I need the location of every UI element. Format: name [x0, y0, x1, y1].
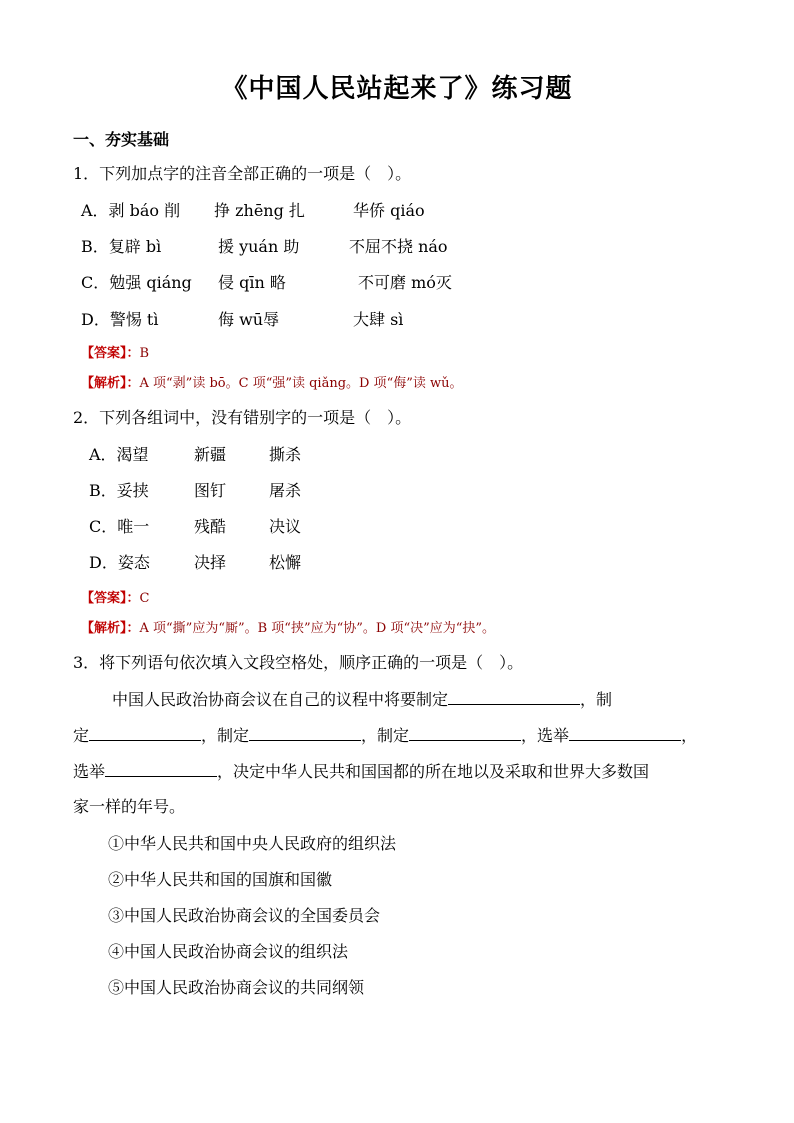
answer-value: C [139, 591, 150, 606]
q2-option-b-1: B．妥挟 [89, 481, 149, 500]
q3-text: ，制定 [361, 726, 410, 745]
fill-blank [448, 688, 580, 705]
q3-text: ， [681, 726, 698, 745]
q1-option-c-2: 侵 qīn 略 [218, 273, 286, 292]
q3-paragraph-line-4: 家一样的年号。 [73, 797, 186, 816]
fill-blank [569, 724, 681, 741]
page-title: 《中国人民站起来了》练习题 [221, 74, 573, 104]
q2-option-c-1: C．唯一 [89, 517, 150, 536]
q2-option-c-3: 决议 [269, 517, 302, 536]
q2-option-d-3: 松懈 [269, 553, 302, 572]
q1-analysis [81, 375, 463, 393]
q2-option-a-1: A．渴望 [89, 445, 149, 464]
q2-option-c-2: 残酷 [194, 517, 227, 536]
fill-blank [105, 760, 217, 777]
q1-option-d-2: 侮 wū辱 [218, 310, 280, 329]
q1-option-a-3: 华侨 qiáo [353, 201, 425, 220]
fill-blank [89, 724, 201, 741]
q3-item-3: ③中国人民政治协商会议的全国委员会 [108, 906, 381, 925]
q2-answer [81, 590, 149, 608]
answer-label: 【答案】： [81, 591, 140, 606]
analysis-label: 【解析】： [81, 376, 140, 391]
q1-stem: 1．下列加点字的注音全部正确的一项是（ ）。 [73, 164, 412, 183]
q3-text: 中国人民政治协商会议在自己的议程中将要制定 [112, 690, 449, 709]
q2-option-b-2: 图钉 [194, 481, 227, 500]
q1-option-a-1: A．剥 báo 削 [81, 201, 181, 220]
section-heading: 一、夯实基础 [73, 130, 170, 149]
q3-item-1: ①中华人民共和国中央人民政府的组织法 [108, 834, 397, 853]
q3-item-5: ⑤中国人民政治协商会议的共同纲领 [108, 978, 365, 997]
q1-answer [81, 345, 149, 363]
q2-option-a-3: 撕杀 [269, 445, 302, 464]
q3-text: ，制 [580, 690, 613, 709]
q3-paragraph-line-3 [73, 760, 649, 783]
q1-option-b-1: B．复辟 bì [81, 237, 162, 256]
fill-blank [249, 724, 361, 741]
analysis-text: A 项“剥”读 bō。C 项“强”读 qiǎng。D 项“侮”读 wǔ。 [139, 376, 463, 391]
q2-option-d-2: 决择 [194, 553, 227, 572]
q1-option-a-2: 挣 zhēng 扎 [214, 201, 305, 220]
answer-value: B [139, 346, 150, 361]
q3-text: ，决定中华人民共和国国都的所在地以及采取和世界大多数国 [217, 762, 650, 781]
q1-option-b-3: 不屈不挠 náo [349, 237, 448, 256]
q2-option-a-2: 新疆 [194, 445, 227, 464]
q1-option-d-1: D．警惕 tì [81, 310, 159, 329]
q2-option-b-3: 屠杀 [269, 481, 302, 500]
q3-stem: 3．将下列语句依次填入文段空格处，顺序正确的一项是（ ）。 [73, 653, 524, 672]
q1-option-b-2: 援 yuán 助 [218, 237, 300, 256]
q3-text: 选举 [73, 762, 106, 781]
q1-option-c-1: C．勉强 qiáng [81, 273, 192, 292]
q2-analysis [81, 620, 495, 638]
q3-text: ，选举 [521, 726, 570, 745]
fill-blank [409, 724, 521, 741]
q3-item-2: ②中华人民共和国的国旗和国徽 [108, 870, 333, 889]
q3-text: ，制定 [201, 726, 250, 745]
q2-stem: 2．下列各组词中，没有错别字的一项是（ ）。 [73, 408, 412, 427]
q3-item-4: ④中国人民政治协商会议的组织法 [108, 942, 349, 961]
analysis-label: 【解析】： [81, 621, 140, 636]
answer-label: 【答案】： [81, 346, 140, 361]
q3-paragraph-line-2 [73, 724, 697, 747]
q3-text: 定 [73, 726, 90, 745]
q3-paragraph-line-1 [112, 688, 612, 711]
analysis-text: A 项“撕”应为“厮”。B 项“挟”应为“协”。D 项“决”应为“抉”。 [139, 621, 496, 636]
q1-option-d-3: 大肆 sì [353, 310, 404, 329]
q2-option-d-1: D．姿态 [89, 553, 150, 572]
q1-option-c-3: 不可磨 mó灭 [358, 273, 452, 292]
